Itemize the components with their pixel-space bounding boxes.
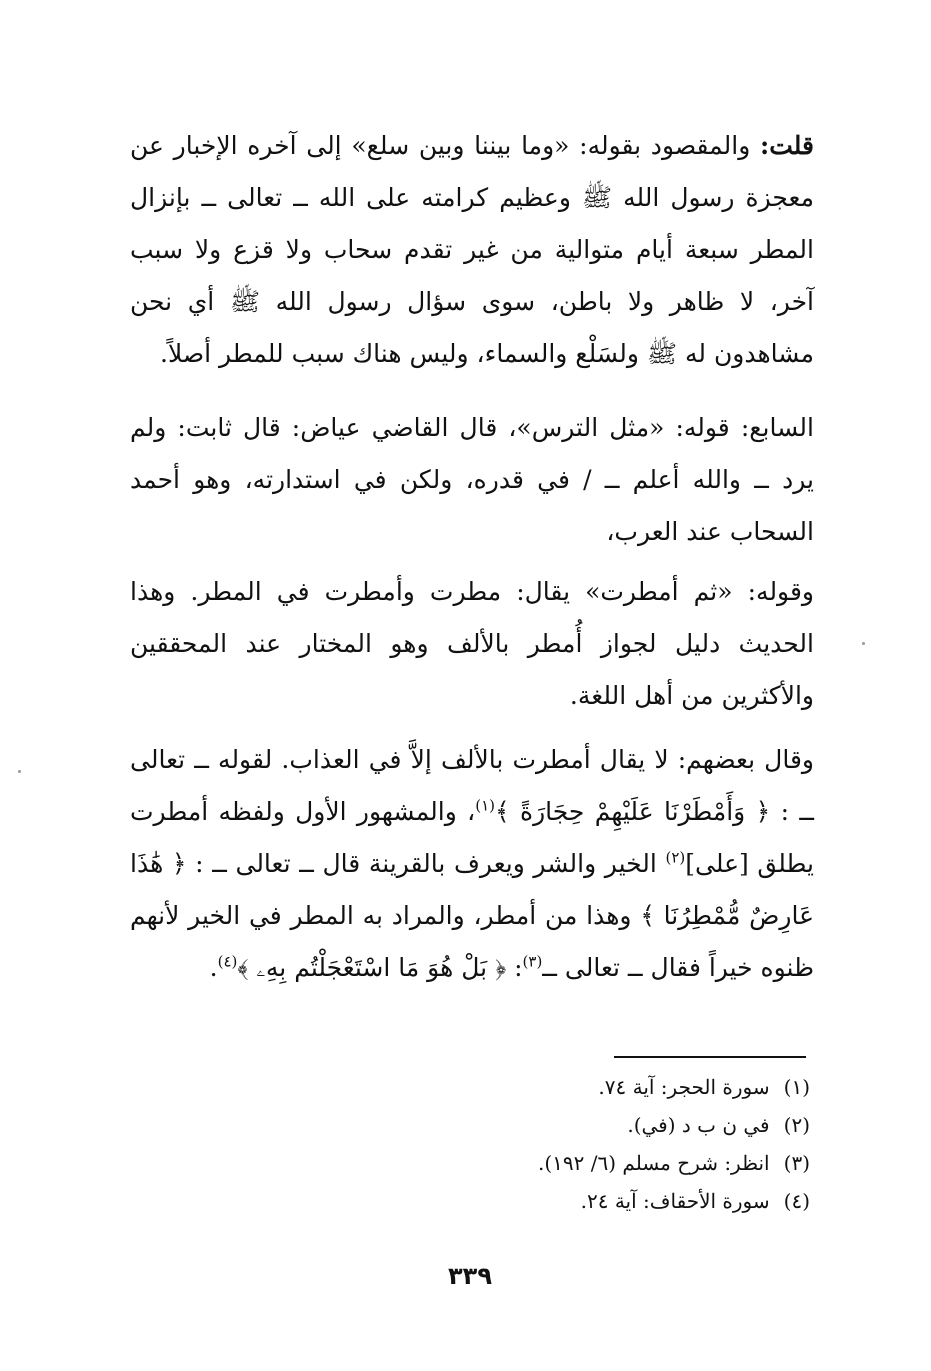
paragraph-3-text: وقوله: «ثم أمطرت» يقال: مطرت وأمطرت في المطر. وهذا الحديث دليل لجواز أُمطر بالألف وهو المختار عند المحققين والأكثرين من أهل اللغة. (130, 577, 814, 710)
paragraph-1-lead: قلت: (759, 131, 814, 160)
footnote-3-number: (٣) (783, 1151, 810, 1175)
footnote-ref-2: (٢) (665, 848, 686, 867)
footnote-1-number: (١) (783, 1075, 810, 1099)
footnote-4-number: (٤) (783, 1189, 810, 1213)
paragraph-4-part-4: : ﴿ بَلْ هُوَ مَا اسْتَعْجَلْتُم بِهِۦ ﴾ (237, 953, 523, 982)
paragraph-4 (130, 734, 814, 994)
footnote-4 (450, 1182, 810, 1220)
scan-speck (18, 770, 21, 773)
footnote-divider (614, 1056, 806, 1058)
paragraph-4-part-1: وقال بعضهم: لا يقال أمطرت بالألف إلاَّ في العذاب. لقوله ــ تعالى ــ : ﴿ وَأَمْطَرْنَا عَلَيْهِمْ حِجَارَةً ﴾ (130, 745, 814, 826)
paragraph-1-text: والمقصود بقوله: «وما بيننا وبين سلع» إلى آخره الإخبار عن معجزة رسول الله ﷺ وعظيم كرامته على الله ــ تعالى ــ بإنزال المطر سبعة أيام متوالية من غير تقدم سحاب ولا قزع ولا سبب آخر، لا ظاهر ولا باطن، سوى سؤال رسول الله ﷺ أي نحن مشاهدون له ﷺ ولسَلْع والسماء، وليس هناك سبب للمطر أصلاً. (130, 131, 814, 368)
paragraph-3 (130, 566, 814, 722)
footnote-ref-1: (١) (475, 796, 495, 815)
footnote-3 (450, 1144, 810, 1182)
footnote-2-text: في ن ب د (في). (627, 1113, 770, 1137)
footnote-ref-4: (٤) (217, 952, 238, 971)
paragraph-4-part-2: ، والمشهور الأول ولفظه أمطرت يطلق [على] (130, 797, 815, 878)
footnotes (450, 1068, 810, 1220)
page-number: ٣٣٩ (448, 1262, 492, 1290)
footnote-2 (450, 1106, 810, 1144)
paragraph-1 (130, 120, 814, 380)
footnote-1 (450, 1068, 810, 1106)
scan-speck (862, 642, 865, 645)
footnote-4-text: سورة الأحقاف: آية ٢٤. (580, 1189, 770, 1213)
footnote-ref-3: (٣) (522, 952, 543, 971)
paragraph-2 (130, 402, 814, 558)
paragraph-4-part-5: . (209, 953, 218, 982)
footnote-3-text: انظر: شرح مسلم (٦/ ١٩٢). (537, 1151, 770, 1175)
footnote-1-text: سورة الحجر: آية ٧٤. (598, 1075, 770, 1099)
paragraph-2-text: السابع: قوله: «مثل الترس»، قال القاضي عياض: قال ثابت: ولم يرد ــ والله أعلم ــ / في قدره، ولكن في استدارته، وهو أحمد السحاب عند العرب، (130, 413, 814, 546)
paragraph-4-part-3: الخير والشر ويعرف بالقرينة قال ــ تعالى ــ : ﴿ هَٰذَا عَارِضٌ مُّمْطِرُنَا ﴾ وهذا من أمطر، والمراد به المطر في الخير لأنهم ظنوه خيراً فقال ــ تعالى ــ (130, 849, 814, 982)
footnote-2-number: (٢) (783, 1113, 810, 1137)
